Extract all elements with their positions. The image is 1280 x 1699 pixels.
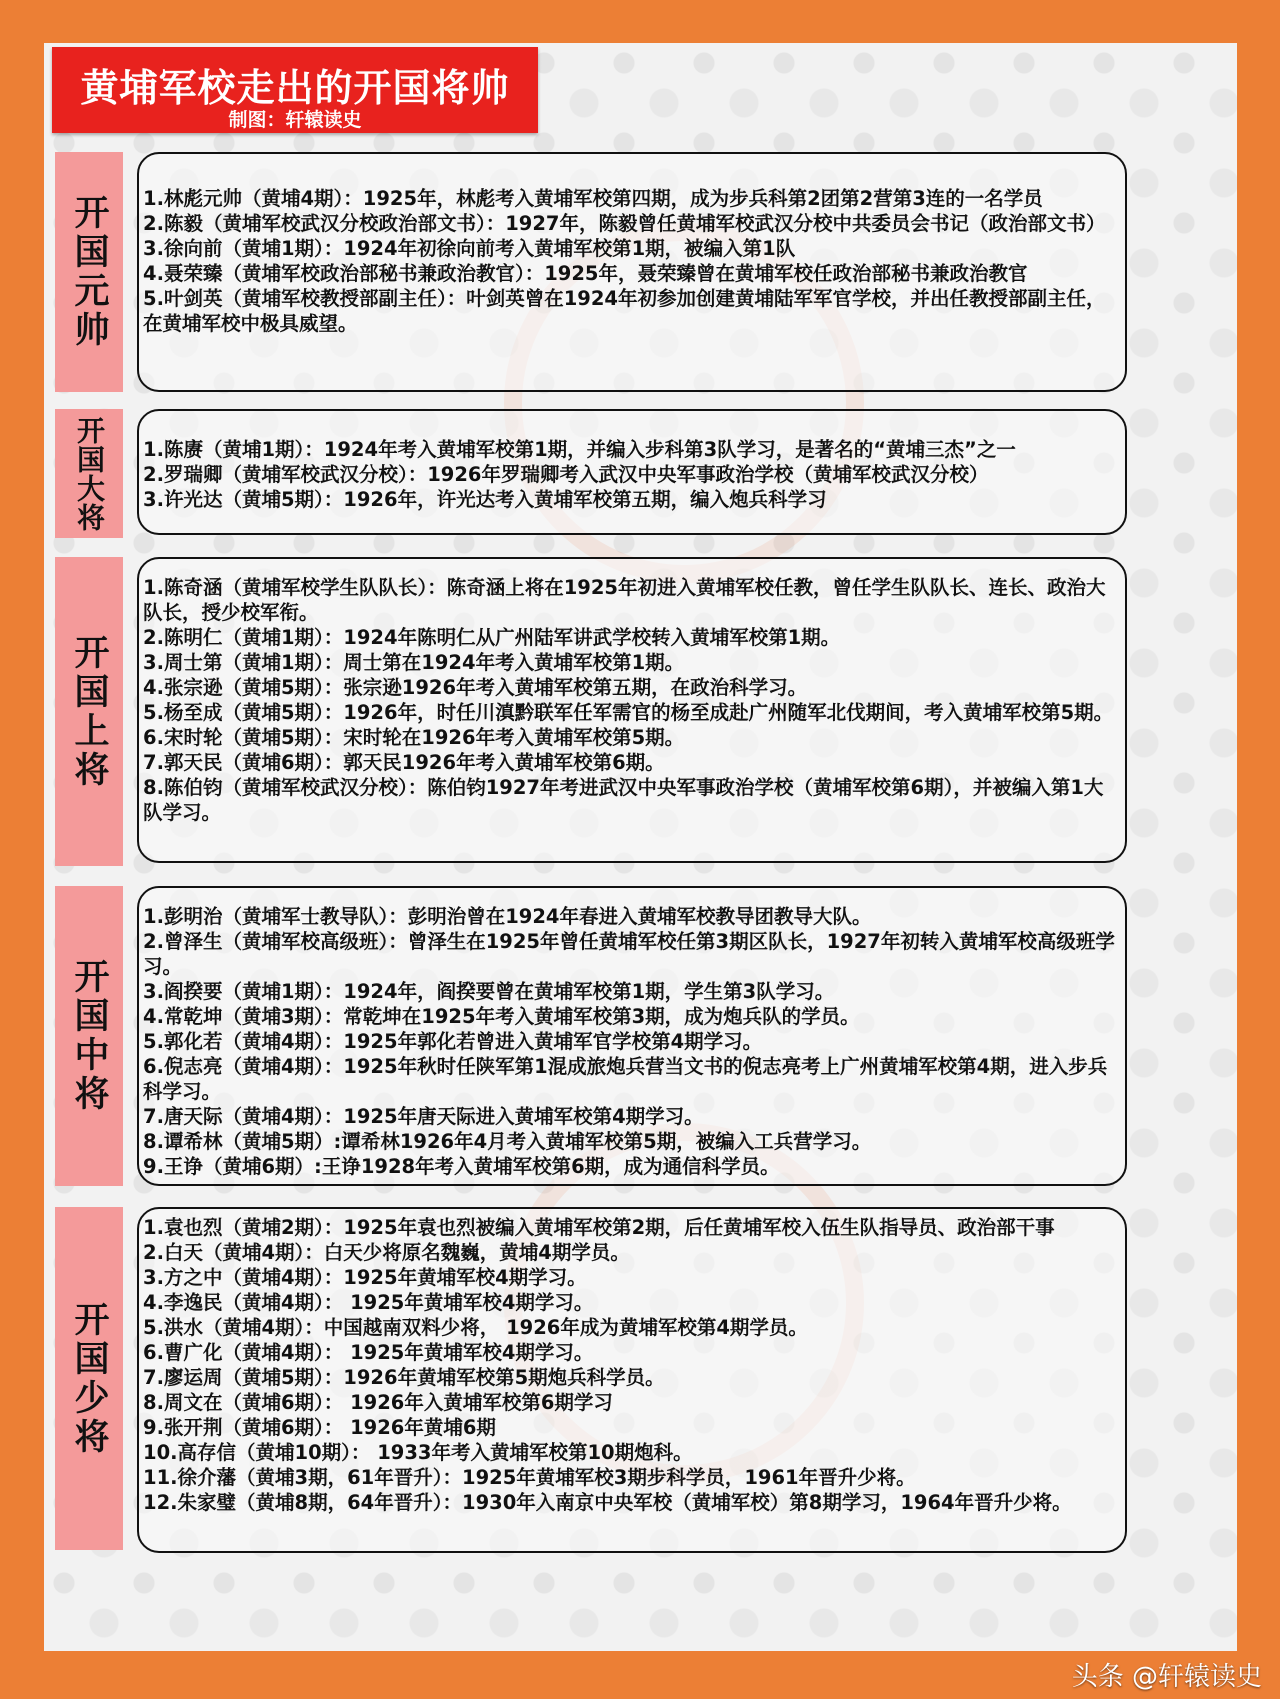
section-entries-major-generals <box>137 1207 1127 1553</box>
list-item: 2.罗瑞卿（黄埔军校武汉分校）：1926年罗瑞卿考入武汉中央军事政治学校（黄埔军校武汉分校） <box>143 463 989 486</box>
list-item: 8.谭希林（黄埔5期）:谭希林1926年4月考入黄埔军校第5期，被编入工兵营学习。 <box>143 1130 872 1153</box>
list-item: 2.陈毅（黄埔军校武汉分校政治部文书）：1927年，陈毅曾任黄埔军校武汉分校中共委员会书记（政治部文书） <box>143 212 1106 235</box>
list-item: 10.高存信（黄埔10期）： 1933年考入黄埔军校第10期炮科。 <box>143 1441 693 1464</box>
list-item: 6.宋时轮（黄埔5期）：宋时轮在1926年考入黄埔军校第5期。 <box>143 726 685 749</box>
list-item: 3.方之中（黄埔4期）：1925年黄埔军校4期学习。 <box>143 1266 587 1289</box>
list-item: 1.陈奇涵（黄埔军校学生队队长）：陈奇涵上将在1925年初进入黄埔军校任教，曾任学生队队长、连长、政治大队长，授少校军衔。 <box>143 576 1106 624</box>
section-entries-marshals <box>137 152 1127 392</box>
list-item: 11.徐介藩（黄埔3期，61年晋升）：1925年黄埔军校3期步科学员，1961年晋升少将。 <box>143 1466 916 1489</box>
list-item: 5.郭化若（黄埔4期）：1925年郭化若曾进入黄埔军官学校第4期学习。 <box>143 1030 763 1053</box>
list-item: 9.王诤（黄埔6期）:王诤1928年考入黄埔军校第6期，成为通信科学员。 <box>143 1155 780 1178</box>
list-item: 2.白天（黄埔4期）：白天少将原名魏巍，黄埔4期学员。 <box>143 1241 630 1264</box>
list-item: 3.周士第（黄埔1期）：周士第在1924年考入黄埔军校第1期。 <box>143 651 685 674</box>
list-item: 1.陈赓（黄埔1期）：1924年考入黄埔军校第1期，并编入步科第3队学习，是著名的“黄埔三杰”之一 <box>143 438 1016 461</box>
list-item: 3.许光达（黄埔5期）：1926年，许光达考入黄埔军校第五期，编入炮兵科学习 <box>143 488 827 511</box>
list-item: 6.倪志亮（黄埔4期）：1925年秋时任陕军第1混成旅炮兵营当文书的倪志亮考上广州黄埔军校第4期，进入步兵科学习。 <box>143 1055 1108 1103</box>
section-label-lieutenant-generals: 开国中将 <box>55 886 123 1186</box>
list-item: 8.周文在（黄埔6期）： 1926年入黄埔军校第6期学习 <box>143 1391 613 1414</box>
list-item: 5.叶剑英（黄埔军校教授部副主任）：叶剑英曾在1924年初参加创建黄埔陆军军官学校，并出任教授部副主任，在黄埔军校中极具威望。 <box>143 287 1106 335</box>
page-title: 黄埔军校走出的开国将帅 <box>80 66 510 110</box>
poster-card <box>44 43 1237 1651</box>
list-item: 3.徐向前（黄埔1期）：1924年初徐向前考入黄埔军校第1期，被编入第1队 <box>143 237 796 260</box>
list-item: 4.张宗逊（黄埔5期）：张宗逊1926年考入黄埔军校第五期，在政治科学习。 <box>143 676 808 699</box>
list-item: 3.阎揆要（黄埔1期）：1924年，阎揆要曾在黄埔军校第1期，学生第3队学习。 <box>143 980 835 1003</box>
list-item: 1.袁也烈（黄埔2期）：1925年袁也烈被编入黄埔军校第2期，后任黄埔军校入伍生队指导员、政治部干事 <box>143 1216 1055 1239</box>
section-label-major-generals: 开国少将 <box>55 1207 123 1550</box>
list-item: 4.聂荣臻（黄埔军校政治部秘书兼政治教官）：1925年，聂荣臻曾在黄埔军校任政治部秘书兼政治教官 <box>143 262 1028 285</box>
list-item: 5.洪水（黄埔4期）：中国越南双料少将， 1926年成为黄埔军校第4期学员。 <box>143 1316 808 1339</box>
list-item: 6.曹广化（黄埔4期）： 1925年黄埔军校4期学习。 <box>143 1341 594 1364</box>
list-item: 7.廖运周（黄埔5期）：1926年黄埔军校第5期炮兵科学员。 <box>143 1366 665 1389</box>
source-watermark: 头条 @轩辕读史 <box>1071 1662 1262 1692</box>
section-label-senior-generals: 开国上将 <box>55 557 123 866</box>
title-banner <box>52 47 538 133</box>
list-item: 9.张开荆（黄埔6期）： 1926年黄埔6期 <box>143 1416 496 1439</box>
list-item: 5.杨至成（黄埔5期）：1926年，时任川滇黔联军任军需官的杨至成赴广州随军北伐期间，考入黄埔军校第5期。 <box>143 701 1114 724</box>
list-item: 1.彭明治（黄埔军士教导队）：彭明治曾在1924年春进入黄埔军校教导团教导大队。 <box>143 905 872 928</box>
list-item: 7.郭天民（黄埔6期）：郭天民1926年考入黄埔军校第6期。 <box>143 751 665 774</box>
list-item: 2.曾泽生（黄埔军校高级班）：曾泽生在1925年曾任黄埔军校任第3期区队长，1927年初转入黄埔军校高级班学习。 <box>143 930 1115 978</box>
section-entries-senior-generals <box>137 557 1127 863</box>
section-entries-lieutenant-generals <box>137 886 1127 1186</box>
list-item: 7.唐天际（黄埔4期）：1925年唐天际进入黄埔军校第4期学习。 <box>143 1105 704 1128</box>
list-item: 1.林彪元帅（黄埔4期）：1925年，林彪考入黄埔军校第四期，成为步兵科第2团第2营第3连的一名学员 <box>143 187 1043 210</box>
list-item: 8.陈伯钧（黄埔军校武汉分校）：陈伯钧1927年考进武汉中央军事政治学校（黄埔军校第6期），并被编入第1大队学习。 <box>143 776 1104 824</box>
list-item: 4.李逸民（黄埔4期）： 1925年黄埔军校4期学习。 <box>143 1291 594 1314</box>
list-item: 4.常乾坤（黄埔3期）：常乾坤在1925年考入黄埔军校第3期，成为炮兵队的学员。 <box>143 1005 860 1028</box>
list-item: 2.陈明仁（黄埔1期）：1924年陈明仁从广州陆军讲武学校转入黄埔军校第1期。 <box>143 626 841 649</box>
list-item: 12.朱家璧（黄埔8期，64年晋升）：1930年入南京中央军校（黄埔军校）第8期学习，1964年晋升少将。 <box>143 1491 1072 1514</box>
section-label-marshals: 开国元帅 <box>55 152 123 392</box>
page-subtitle: 制图：轩辕读史 <box>228 109 362 131</box>
section-entries-generals <box>137 409 1127 535</box>
section-label-generals: 开国大将 <box>55 409 123 538</box>
